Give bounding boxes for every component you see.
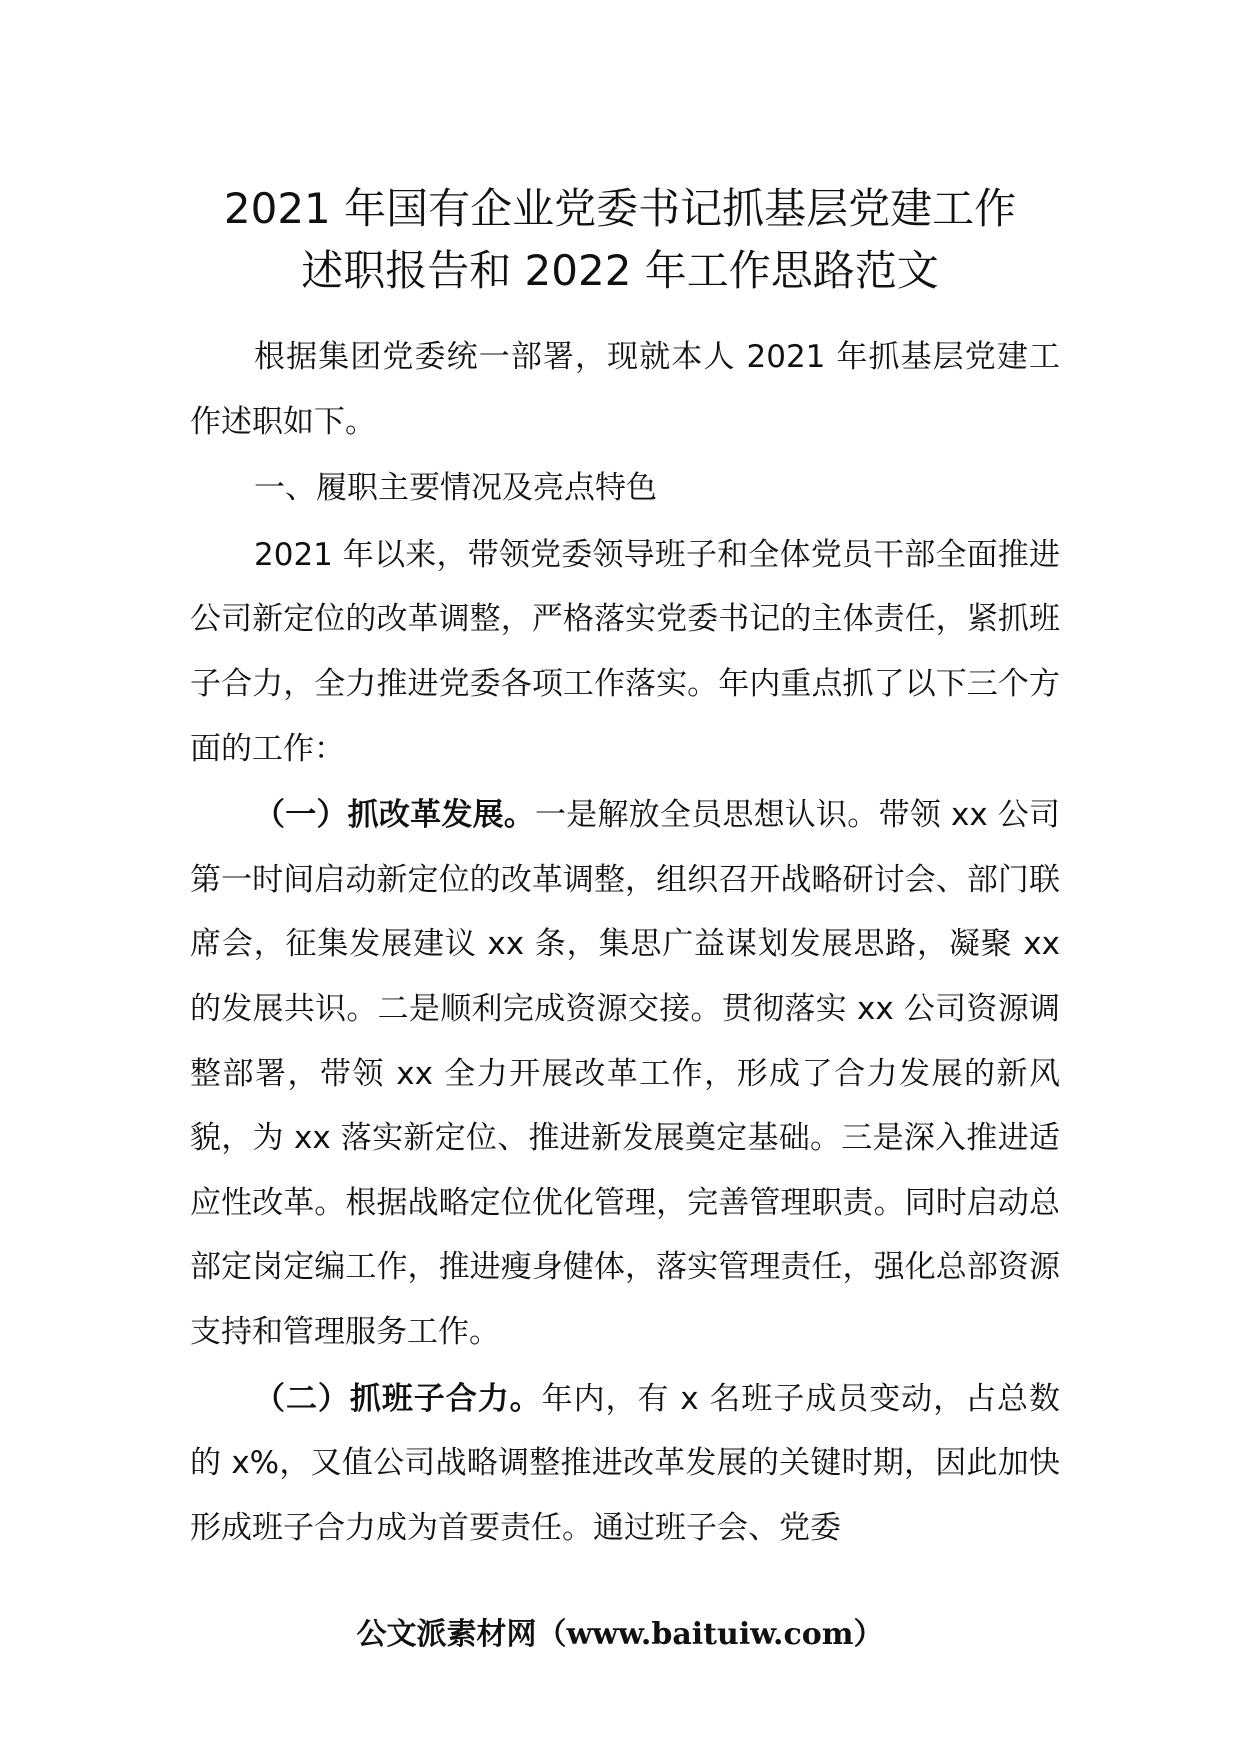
paragraph-intro: 根据集团党委统一部署，现就本人 2021 年抓基层党建工作述职如下。 — [190, 339, 1060, 440]
paragraph-reform-body: 一是解放全员思想认识。带领 xx 公司第一时间启动新定位的改革调整，组织召开战略研讨会、部门联席会，征集发展建议 xx 条，集思广益谋划发展思路，凝聚 xx 的发展共识。二是顺利完成资源交接。贯彻落实 xx 公司资源调整部署，带领 xx 全力开展改革工作，形成了合力发展的新风貌，为 xx 落实新定位、推进新发展奠定基础。三是深入推进适应性改革。根据战略定位优化管理，完善管理职责。同时启动总部定岗定编工作，推进瘦身健体，落实管理责任，强化总部资源支持和管理服务工作。 — [190, 797, 1060, 1350]
section-heading-1: 一、履职主要情况及亮点特色 — [254, 470, 657, 507]
footer-watermark: 公文派素材网（www.baituiw.com） — [356, 1617, 884, 1652]
paragraph-overview: 2021 年以来，带领党委领导班子和全体党员干部全面推进公司新定位的改革调整，严格落实党委书记的主体责任，紧抓班子合力，全力推进党委各项工作落实。年内重点抓了以下三个方面的工作： — [190, 536, 1060, 767]
document-title — [160, 178, 1080, 302]
paragraph-team — [190, 1367, 1060, 1561]
paragraph-team-body: 年内，有 x 名班子成员变动，占总数的 x%，又值公司战略调整推进改革发展的关键时期，因此加快形成班子合力成为首要责任。通过班子会、党委 — [190, 1380, 1060, 1546]
document-body — [190, 325, 1060, 1562]
subheading-reform: （一）抓改革发展。 — [254, 797, 536, 834]
title-line-2: 述职报告和 2022 年工作思路范文 — [301, 246, 939, 295]
subheading-team: （二）抓班子合力。 — [254, 1380, 542, 1417]
paragraph-reform — [190, 783, 1060, 1364]
title-line-1: 2021 年国有企业党委书记抓基层党建工作 — [223, 184, 1017, 233]
